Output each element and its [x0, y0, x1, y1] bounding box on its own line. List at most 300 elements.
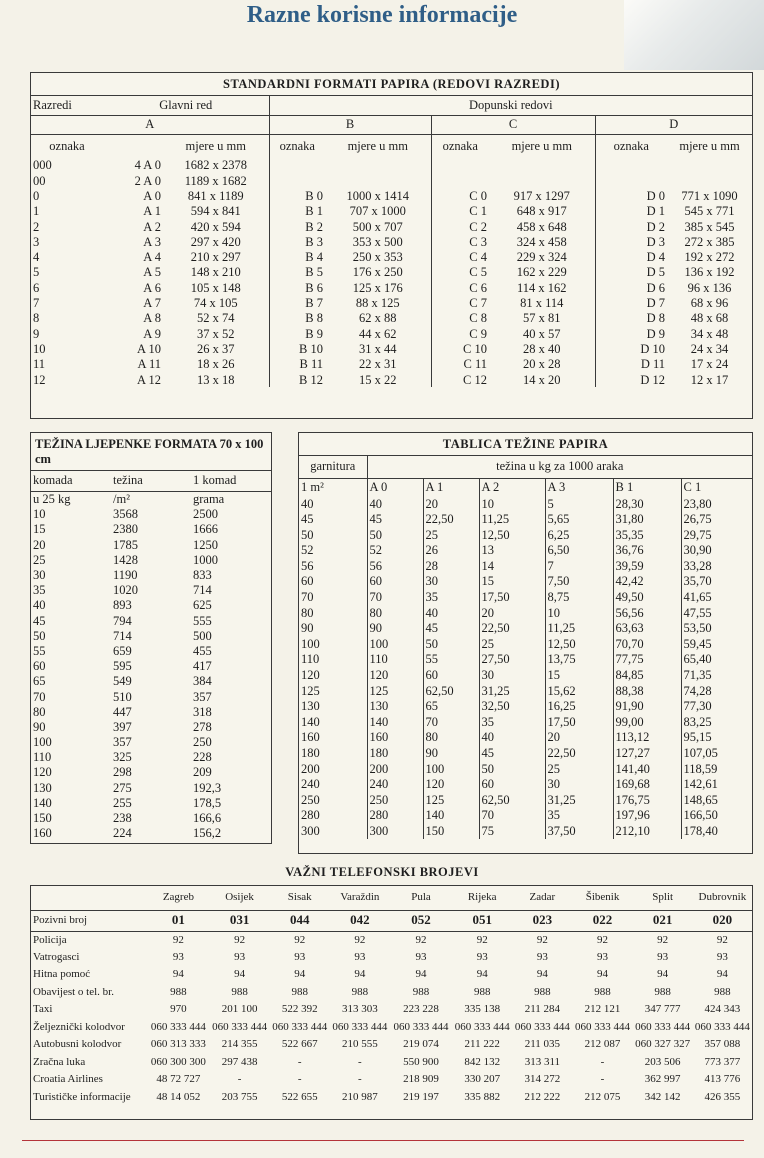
empty-cell — [489, 173, 595, 188]
format-bcd-cell: D 9 — [595, 326, 667, 341]
phone-number: 330 207 — [464, 1073, 501, 1086]
ljepenka-header: 1 komad — [191, 471, 271, 491]
ljepenka-cell: 15 — [33, 522, 46, 537]
ljepenka-cell: 595 — [113, 659, 132, 674]
phone-number: 342 142 — [644, 1090, 681, 1103]
ljepenka-cell: 45 — [33, 613, 46, 628]
paper-cell: 140 — [423, 808, 479, 824]
paper-cell: 140 — [301, 714, 320, 729]
format-row — [31, 158, 752, 173]
phone-service-label: Željeznički kolodvor — [33, 1020, 125, 1033]
city-header: Zadar — [512, 886, 572, 910]
ljepenka-cell: 255 — [113, 795, 132, 810]
format-bcd-cell: D 3 — [595, 234, 667, 249]
format-row — [31, 234, 752, 249]
format-bcd-cell: D 4 — [595, 250, 667, 265]
format-a-oznaka: A 5 — [143, 265, 161, 280]
format-bcd-cell: D 11 — [595, 357, 667, 372]
format-bcd-cell: B 10 — [269, 342, 325, 357]
ljepenka-row — [31, 780, 271, 795]
ljepenka-row — [31, 704, 271, 719]
paper-cell: 60 — [423, 668, 479, 684]
paper-cell: 5 — [545, 496, 613, 512]
paper-cell: 56 — [301, 558, 314, 573]
ljepenka-row — [31, 720, 271, 735]
phone-number: 214 355 — [221, 1038, 258, 1051]
paper-cell: 50 — [479, 761, 545, 777]
ljepenka-cell: 40 — [33, 598, 46, 613]
format-a-oznaka: 2 A 0 — [134, 173, 161, 188]
paper-cell: 30,90 — [681, 543, 752, 559]
ljepenka-title: TEŽINA LJEPENKE FORMATA 70 x 100 cm — [31, 433, 271, 471]
paper-formats-table — [30, 72, 753, 419]
ljepenka-cell: 178,5 — [193, 795, 222, 810]
paper-cell: 280 — [301, 808, 320, 823]
format-bcd-cell: 17 x 24 — [690, 357, 729, 372]
phone-number: 060 327 327 — [635, 1038, 691, 1051]
oznaka-header: oznaka — [269, 134, 325, 158]
paper-cell: 107,05 — [681, 746, 752, 762]
pozivni-code: 031 — [209, 910, 269, 931]
paper-cell: 56,56 — [613, 605, 681, 621]
empty-cell — [31, 886, 147, 910]
format-a-oznaka: A 0 — [143, 188, 161, 203]
paper-cell: 62,50 — [423, 683, 479, 699]
ljepenka-cell: 278 — [193, 719, 212, 734]
ljepenka-cell: 384 — [193, 674, 212, 689]
format-a-mjere: 18 x 26 — [197, 357, 235, 372]
ljepenka-cell: 447 — [113, 704, 132, 719]
format-bcd-cell: C 9 — [431, 326, 489, 341]
phone-number: 94 — [172, 968, 184, 981]
paper-cell: 60 — [479, 777, 545, 793]
ljepenka-cell: 209 — [193, 765, 212, 780]
ljepenka-cell: 397 — [113, 719, 132, 734]
paper-cell: 300 — [301, 823, 320, 838]
paper-cell: 166,50 — [681, 808, 752, 824]
paper-cell: 23,80 — [681, 496, 752, 512]
phone-number: 94 — [716, 968, 728, 981]
format-row — [31, 204, 752, 219]
phone-number: 93 — [415, 950, 427, 963]
ljepenka-subheader: /m² — [113, 491, 130, 506]
format-row — [31, 219, 752, 234]
format-a-oznaka: A 6 — [143, 280, 161, 295]
phone-number: 94 — [597, 968, 609, 981]
paper-cell: 22,50 — [479, 621, 545, 637]
page-title: Razne korisne informacije — [246, 2, 518, 28]
format-a-oznaka: A 9 — [143, 326, 161, 341]
ljepenka-grid — [31, 471, 271, 841]
format-bcd-cell: 57 x 81 — [523, 311, 561, 326]
paper-cell: 70 — [367, 590, 423, 606]
phone-number: 92 — [476, 933, 488, 946]
paper-cell: 45 — [423, 621, 479, 637]
paper-cell: 65 — [423, 699, 479, 715]
paper-cell: 74,28 — [681, 683, 752, 699]
phone-number: 060 333 444 — [575, 1020, 631, 1033]
paper-weight-grid — [299, 456, 752, 839]
paper-cell: 141,40 — [613, 761, 681, 777]
ljepenka-row — [31, 629, 271, 644]
ljepenka-cell: 25 — [33, 552, 46, 567]
phones-table — [30, 885, 753, 1120]
paper-row — [299, 512, 752, 528]
paper-cell: 77,30 — [681, 699, 752, 715]
paper-row — [299, 590, 752, 606]
format-razred: 6 — [33, 280, 40, 295]
paper-row — [299, 823, 752, 839]
ljepenka-cell: 166,6 — [193, 811, 222, 826]
phone-number: 060 333 444 — [393, 1020, 449, 1033]
paper-row — [299, 543, 752, 559]
paper-cell: 56 — [367, 558, 423, 574]
paper-col-header: 1 m² — [301, 479, 324, 494]
paper-cell: 240 — [367, 777, 423, 793]
paper-cell: 300 — [367, 823, 423, 839]
ljepenka-cell: 224 — [113, 826, 132, 841]
ljepenka-row — [31, 583, 271, 598]
paper-cell: 41,65 — [681, 590, 752, 606]
phone-number: 94 — [415, 968, 427, 981]
ljepenka-cell: 1666 — [193, 522, 218, 537]
paper-row — [299, 699, 752, 715]
phone-number: 94 — [234, 968, 246, 981]
paper-cell: 125 — [367, 683, 423, 699]
phone-number: 060 333 444 — [514, 1020, 570, 1033]
pozivni-code: 021 — [633, 910, 693, 931]
format-a-mjere: 420 x 594 — [190, 219, 241, 234]
format-a-mjere: 594 x 841 — [190, 204, 241, 219]
pozivni-row — [31, 910, 752, 931]
paper-cell: 30 — [479, 668, 545, 684]
format-bcd-cell: B 6 — [269, 280, 325, 295]
paper-cell: 6,25 — [545, 527, 613, 543]
paper-cell: 45 — [479, 746, 545, 762]
paper-cell: 10 — [479, 496, 545, 512]
phone-number: 060 300 300 — [150, 1055, 206, 1068]
format-bcd-cell: 771 x 1090 — [681, 188, 738, 203]
paper-cols-row — [299, 478, 752, 496]
paper-cell: 70 — [423, 714, 479, 730]
ljepenka-cell: 3568 — [113, 507, 138, 522]
paper-cell: 100 — [301, 636, 320, 651]
format-a-mjere: 13 x 18 — [197, 372, 235, 387]
format-a-oznaka: A 8 — [143, 311, 161, 326]
ljepenka-cell: 455 — [193, 643, 212, 658]
phone-service-label: Policija — [33, 933, 67, 946]
oznaka-header: oznaka — [49, 138, 85, 153]
format-a-mjere: 26 x 37 — [197, 341, 235, 356]
oznaka-header: oznaka — [431, 134, 489, 158]
empty-cell — [325, 173, 431, 188]
format-a-oznaka: A 7 — [143, 296, 161, 311]
format-razred: 0 — [33, 188, 40, 203]
format-bcd-cell: 353 x 500 — [352, 234, 403, 249]
phone-number: 94 — [476, 968, 488, 981]
paper-cell: 180 — [301, 746, 320, 760]
format-bcd-cell: 114 x 162 — [516, 280, 567, 295]
format-bcd-cell: B 12 — [269, 372, 325, 387]
ljepenka-cell: 625 — [193, 598, 212, 613]
format-bcd-cell: 48 x 68 — [690, 311, 729, 326]
paper-formats-title: STANDARDNI FORMATI PAPIRA (REDOVI RAZREDI) — [31, 73, 752, 96]
phone-number: 060 333 444 — [694, 1020, 750, 1033]
phone-number: 212 087 — [584, 1038, 621, 1051]
paper-cell: 59,45 — [681, 636, 752, 652]
phone-number: 93 — [597, 950, 609, 963]
ljepenka-cell: 298 — [113, 765, 132, 780]
format-bcd-cell: B 5 — [269, 265, 325, 280]
phone-number: 218 909 — [403, 1073, 439, 1086]
phone-number: - — [297, 1055, 302, 1068]
phone-service-label: Taxi — [33, 1003, 53, 1016]
empty-cell — [431, 158, 489, 173]
garnitura-label: garnitura — [299, 456, 367, 478]
format-bcd-cell: C 11 — [431, 357, 489, 372]
ljepenka-cell: 10 — [33, 507, 46, 522]
phone-number: 212 222 — [524, 1090, 561, 1103]
paper-cell: 35 — [545, 808, 613, 824]
paper-cell: 20 — [423, 496, 479, 512]
ljepenka-cell: 555 — [193, 613, 212, 628]
paper-row — [299, 652, 752, 668]
format-bcd-cell: D 5 — [595, 265, 667, 280]
paper-row — [299, 683, 752, 699]
format-bcd-cell: 458 x 648 — [516, 219, 567, 234]
format-bcd-cell: C 4 — [431, 250, 489, 265]
paper-cell: 35 — [479, 714, 545, 730]
format-bcd-cell: 162 x 229 — [516, 265, 567, 280]
phone-number: 212 121 — [584, 1003, 621, 1016]
paper-cell: 15 — [545, 668, 613, 684]
format-bcd-cell: 20 x 28 — [523, 357, 561, 372]
paper-cell: 99,00 — [613, 714, 681, 730]
format-bcd-cell: C 2 — [431, 219, 489, 234]
paper-row — [299, 714, 752, 730]
paper-cell: 22,50 — [423, 512, 479, 528]
phone-row — [31, 1054, 752, 1072]
paper-cell: 11,25 — [545, 621, 613, 637]
ljepenka-cell: 30 — [33, 568, 46, 583]
format-razred: 00 — [33, 173, 46, 188]
ljepenka-cell: 70 — [33, 689, 46, 704]
phone-number: 522 392 — [281, 1003, 318, 1016]
format-bcd-cell: B 7 — [269, 296, 325, 311]
paper-cell: 55 — [423, 652, 479, 668]
format-bcd-cell: C 8 — [431, 311, 489, 326]
format-bcd-cell: 176 x 250 — [352, 265, 403, 280]
ljepenka-cell: 794 — [113, 613, 132, 628]
paper-cell: 200 — [367, 761, 423, 777]
empty-cell — [269, 173, 325, 188]
paper-cell: 17,50 — [479, 590, 545, 606]
paper-row — [299, 621, 752, 637]
paper-cell: 12,50 — [545, 636, 613, 652]
empty-cell — [667, 173, 752, 188]
phone-number: 060 333 444 — [272, 1020, 328, 1033]
paper-cell: 100 — [367, 636, 423, 652]
ljepenka-row — [31, 750, 271, 765]
paper-cell: 35 — [423, 590, 479, 606]
paper-cell: 31,25 — [479, 683, 545, 699]
paper-cell: 110 — [301, 652, 320, 667]
phone-number: 362 997 — [644, 1073, 681, 1086]
paper-cell: 53,50 — [681, 621, 752, 637]
paper-cell: 29,75 — [681, 527, 752, 543]
paper-cell: 25 — [545, 761, 613, 777]
phone-number: 212 075 — [584, 1090, 621, 1103]
paper-cell: 45 — [301, 512, 314, 527]
phone-service-label: Turističke informacije — [33, 1090, 131, 1103]
paper-cell: 52 — [367, 543, 423, 559]
ljepenka-row — [31, 598, 271, 613]
paper-cell: 70,70 — [613, 636, 681, 652]
paper-cell: 77,75 — [613, 652, 681, 668]
phone-number: 988 — [714, 985, 731, 998]
phone-number: - — [358, 1055, 362, 1068]
paper-row — [299, 730, 752, 746]
razredi-label: Razredi — [33, 97, 72, 112]
mjere-header: mjere u mm — [511, 138, 572, 153]
format-row — [31, 265, 752, 280]
paper-cell: 31,25 — [545, 792, 613, 808]
paper-row — [299, 668, 752, 684]
paper-cell: 71,35 — [681, 668, 752, 684]
ljepenka-cell: 100 — [33, 735, 52, 750]
paper-cell: 5,65 — [545, 512, 613, 528]
format-a-mjere: 37 x 52 — [197, 326, 235, 341]
paper-cell: 22,50 — [545, 746, 613, 762]
paper-cell: 130 — [367, 699, 423, 715]
phone-number: 211 035 — [524, 1038, 561, 1051]
paper-cell: 20 — [545, 730, 613, 746]
empty-cell — [431, 173, 489, 188]
paper-cell: 14 — [479, 558, 545, 574]
phone-number: 060 333 444 — [635, 1020, 691, 1033]
mjere-header: mjere u mm — [347, 138, 408, 153]
paper-cell: 42,42 — [613, 574, 681, 590]
phone-number: 203 755 — [221, 1090, 258, 1103]
formats-grid — [31, 96, 752, 387]
phone-row — [31, 1019, 752, 1037]
paper-cell: 60 — [367, 574, 423, 590]
phone-number: 988 — [412, 985, 430, 998]
paper-col-header: A 0 — [367, 478, 423, 496]
format-bcd-cell: 648 x 917 — [516, 204, 567, 219]
paper-cell: 36,76 — [613, 543, 681, 559]
phone-number: 335 138 — [464, 1003, 501, 1016]
ljepenka-cell: 55 — [33, 643, 46, 658]
format-bcd-cell: 250 x 353 — [352, 250, 403, 265]
format-bcd-cell: D 7 — [595, 296, 667, 311]
paper-cell: 113,12 — [613, 730, 681, 746]
paper-cell: 15 — [479, 574, 545, 590]
paper-cell: 83,25 — [681, 714, 752, 730]
phones-title: VAŽNI TELEFONSKI BROJEVI — [285, 865, 479, 879]
dopunski-label: Dopunski redovi — [269, 96, 752, 115]
paper-cell: 125 — [301, 683, 320, 698]
ljepenka-row — [31, 522, 271, 537]
paper-cell: 90 — [423, 746, 479, 762]
phone-row — [31, 984, 752, 1002]
city-header: Varaždin — [330, 886, 390, 910]
phone-number: 773 377 — [704, 1055, 741, 1068]
phone-number: 93 — [716, 950, 728, 963]
format-bcd-cell: 31 x 44 — [359, 341, 397, 356]
paper-cell: 37,50 — [545, 823, 613, 839]
paper-cell: 60 — [301, 574, 314, 589]
format-bcd-cell: B 3 — [269, 234, 325, 249]
paper-cell: 70 — [301, 590, 314, 605]
paper-cell: 240 — [301, 777, 320, 792]
ljepenka-row — [31, 507, 271, 522]
phone-number: 48 14 052 — [156, 1090, 201, 1103]
phone-number: - — [600, 1055, 605, 1068]
format-bcd-cell: 34 x 48 — [690, 326, 729, 341]
phone-number: 94 — [657, 968, 669, 981]
paper-cell: 84,85 — [613, 668, 681, 684]
paper-row — [299, 496, 752, 512]
ljepenka-cell: 156,2 — [193, 826, 222, 841]
format-a-mjere: 1189 x 1682 — [184, 173, 247, 188]
phone-number: 988 — [654, 985, 671, 998]
paper-row — [299, 808, 752, 824]
paper-cell: 15,62 — [545, 683, 613, 699]
paper-cell: 180 — [367, 746, 423, 762]
phone-number: 988 — [291, 985, 308, 998]
paper-cell: 50 — [301, 527, 314, 542]
format-row — [31, 173, 752, 188]
phone-number: 94 — [354, 968, 366, 981]
format-bcd-cell: B 1 — [269, 204, 325, 219]
format-bcd-cell: 28 x 40 — [523, 341, 561, 356]
format-razred: 1 — [33, 204, 40, 219]
phone-number: 988 — [231, 985, 248, 998]
ljepenka-cell: 2380 — [113, 522, 138, 537]
format-bcd-cell: 324 x 458 — [516, 234, 567, 249]
paper-cell: 80 — [301, 605, 314, 620]
format-razred: 7 — [33, 296, 40, 311]
ljepenka-row — [31, 644, 271, 659]
paper-cell: 63,63 — [613, 621, 681, 637]
format-bcd-cell: 15 x 22 — [359, 372, 397, 387]
paper-row — [299, 777, 752, 793]
paper-row — [299, 792, 752, 808]
paper-cell: 35,70 — [681, 574, 752, 590]
phone-number: 988 — [351, 985, 369, 998]
format-bcd-cell: 44 x 62 — [359, 326, 397, 341]
ljepenka-cell: 65 — [33, 674, 46, 689]
paper-cell: 28,30 — [613, 496, 681, 512]
phone-number: 92 — [716, 933, 728, 946]
ljepenka-row — [31, 537, 271, 552]
phone-service-label: Croatia Airlines — [33, 1073, 103, 1086]
phone-number: 060 313 333 — [150, 1038, 206, 1051]
ljepenka-cell: 35 — [33, 583, 46, 598]
format-razred: 3 — [33, 234, 40, 249]
format-bcd-cell: D 1 — [595, 204, 667, 219]
mjere-header: mjere u mm — [185, 138, 246, 153]
paper-cell: 90 — [367, 621, 423, 637]
paper-cell: 80 — [367, 605, 423, 621]
format-bcd-cell: C 0 — [431, 189, 489, 204]
ljepenka-cell: 228 — [193, 750, 212, 765]
format-bcd-cell: C 10 — [431, 342, 489, 357]
phone-number: 988 — [534, 985, 551, 998]
paper-cell: 7 — [545, 558, 613, 574]
format-bcd-cell: D 2 — [595, 219, 667, 234]
